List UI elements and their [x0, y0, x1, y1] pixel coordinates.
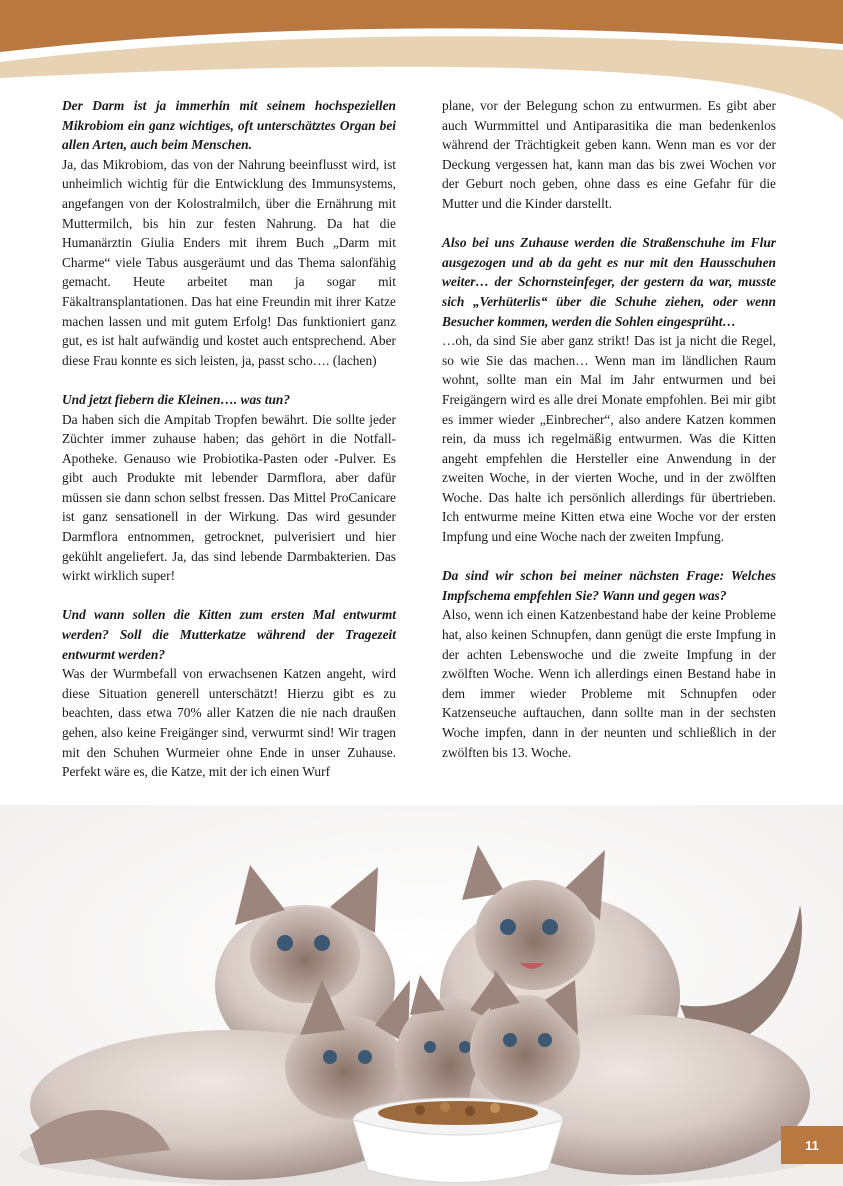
question: Da sind wir schon bei meiner nächsten Frage: Welches Impfschema empfehlen Sie? Wann und gegen was? — [442, 568, 776, 603]
question: Der Darm ist ja immerhin mit seinem hochspeziellen Mikrobiom ein ganz wichtiges, oft unterschätztes Organ bei allen Arten, auch beim Menschen. — [62, 98, 396, 153]
answer: …oh, da sind Sie aber ganz strikt! Das ist ja nicht die Regel, so wie Sie das machen… Wenn man im ländlichen Raum wohnt, sollte man ein Mal im Jahr entwurmen und bei Freigängern wird es alle drei Monate empfohlen. Bei mir gibt es immer wieder „Einbrecher“, also andere Katzen kommen rein, da muss ich regelmäßig entwurmen. Was die Kitten angeht empfehlen die Hersteller eine Anwendung in der zweiten Woche, in der vierten Woche, und in der zwölften Woche. Das halte ich persönlich allerdings für übertrieben. Ich entwurme meine Kitten etwa eine Woche vor der ersten Impfung und eine Woche nach der zweiten Impfung. — [442, 333, 776, 545]
page-number: 11 — [781, 1126, 843, 1164]
column-right — [442, 96, 776, 782]
food-bowl — [353, 1098, 563, 1183]
answer: Was der Wurmbefall von erwachsenen Katzen angeht, wird diese Situation generell unterschätzt! Hierzu gibt es zu beachten, dass etwa 70% aller Katzen die nie nach draußen gehen, also keine Freigänger sind, verwurmt sind! Wir tragen mit den Schuhen Wurmeier ohne Ende in unser Zuhause. Perfekt wäre es, die Katze, mit der ich einen Wurf — [62, 666, 396, 780]
question: Also bei uns Zuhause werden die Straßenschuhe im Flur ausgezogen und ab da geht es nur mit den Hausschuhen weiter… der Schornsteinfeger, der gestern da war, musste sich „Verhüterlis“ über die Schuhe ziehen, oder wenn Besucher kommen, werden die Sohlen eingesprüht… — [442, 235, 776, 329]
column-left — [62, 96, 396, 782]
question: Und wann sollen die Kitten zum ersten Mal entwurmt werden? Soll die Mutterkatze während der Tragezeit entwurmt werden? — [62, 607, 396, 662]
answer: Da haben sich die Ampitab Tropfen bewährt. Die sollte jeder Züchter immer zuhause haben; das gehört in die Notfall-Apotheke. Genauso wie Probiotika-Pasten oder -Pulver. Es gibt auch Produkte mit lebender Darmflora, aber dafür müssen sie dann schon selbst fressen. Das Mittel ProCanicare ist ganz sensationell in der Wirkung. Das wird gesunder Darmflora entnommen, getrocknet, pulverisiert und hier gekühlt angeliefert. Ja, das sind lebende Darmbakterien. Das wirkt wirklich super! — [62, 411, 396, 584]
article-body — [62, 96, 776, 782]
answer: Ja, das Mikrobiom, das von der Nahrung beeinflusst wird, ist unheimlich wichtig für die Entwicklung des Immunsystems, angefangen von der Kolostralmilch, über die Ernährung mit Muttermilch, bis hin zur festen Nahrung. Da hat die Humanärztin Giulia Enders mit ihrem Buch „Darm mit Charme“ viele Tabus ausgeräumt und das Thema salonfähig gemacht. Heute arbeitet man ja sogar mit Fäkaltransplantationen. Das hat eine Freundin mit ihrer Katze machen lassen und mit gutem Erfolg! Das funktioniert ganz gut, es ist halt aufwändig und kostet auch entsprechend. Aber diese Frau konnte es sich leisten, ja, passt scho…. (lachen) — [62, 156, 396, 368]
answer: Also, wenn ich einen Katzenbestand habe der keine Probleme hat, also keinen Schnupfen, dann genügt die erste Impfung in der achten Lebenswoche und die zweite Impfung in der zwölften Woche. Wenn ich allerdings einen Bestand habe in dem immer wieder Probleme mit Schnupfen oder Katzenseuche auftauchen, dann sollte man in der sechsten Woche impfen, dann in der neunten und schließlich in der zwölften bis 13. Woche. — [442, 607, 776, 760]
answer: plane, vor der Belegung schon zu entwurmen. Es gibt aber auch Wurmmittel und Antiparasitika die man bedenkenlos während der Trächtigkeit geben kann. Wenn man es vor der Deckung vergessen hat, kann man das bis zwei Wochen vor der Geburt noch geben, ohne dass es eine Gefahr für die Mutter und die Kinder darstellt. — [442, 98, 776, 211]
kittens-photo — [0, 805, 843, 1186]
question: Und jetzt fiebern die Kleinen…. was tun? — [62, 391, 291, 407]
